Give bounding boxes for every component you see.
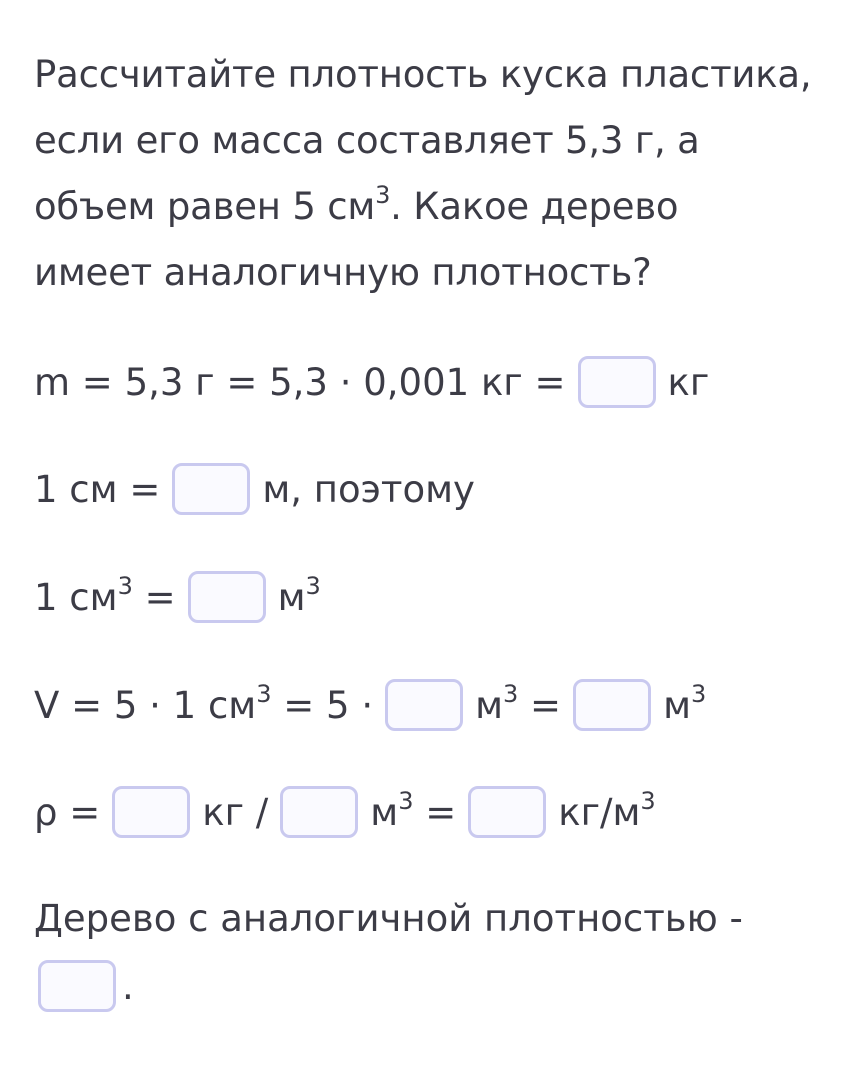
- volume-unit: [663, 679, 707, 727]
- volume-mid-unit-superscript: 3: [503, 679, 519, 708]
- cm3-expression-base: 1 см: [34, 575, 118, 619]
- volume-expression-superscript: 3: [256, 679, 272, 708]
- density-m3-unit: [370, 786, 457, 834]
- cm3-row: [34, 567, 321, 627]
- volume-mid-unit-base: м: [475, 683, 504, 727]
- wood-answer-input[interactable]: [38, 960, 116, 1012]
- volume-m3-factor-input[interactable]: [385, 679, 463, 731]
- cm-unit: м, поэтому: [262, 467, 475, 511]
- question-line-3-superscript: 3: [375, 181, 391, 209]
- question-line-3-start: объем равен 5 см: [34, 185, 376, 228]
- volume-unit-superscript: 3: [690, 679, 707, 708]
- density-result-unit-superscript: 3: [640, 786, 656, 815]
- cm3-unit: [277, 571, 321, 619]
- question-line-3-end: . Какое дерево: [390, 185, 679, 228]
- volume-expression-start: V = 5 · 1 см: [34, 683, 257, 727]
- cm-row: [34, 459, 475, 519]
- cm3-expression-superscript: 3: [117, 571, 133, 600]
- density-result-input[interactable]: [468, 786, 546, 838]
- volume-expression-end: = 5 ·: [271, 683, 374, 727]
- volume-row: [34, 675, 706, 735]
- wood-answer-row: [34, 956, 134, 1016]
- density-result-unit-base: кг/м: [558, 790, 641, 834]
- density-mass-input[interactable]: [112, 786, 190, 838]
- cm3-unit-superscript: 3: [305, 571, 321, 600]
- volume-unit-base: м: [663, 683, 691, 727]
- mass-row: [34, 352, 709, 412]
- mass-kg-input[interactable]: [578, 356, 656, 408]
- wood-answer-period: .: [122, 964, 134, 1008]
- density-row: [34, 782, 656, 842]
- question-text: [34, 42, 844, 306]
- density-equals: =: [413, 790, 457, 834]
- density-m3-unit-superscript: 3: [398, 786, 414, 815]
- density-kg-separator: кг /: [202, 790, 269, 834]
- volume-mid-equals: =: [518, 683, 562, 727]
- volume-result-input[interactable]: [573, 679, 651, 731]
- cm-expression: 1 см =: [34, 467, 161, 511]
- question-line-4: имеет аналогичную плотность?: [34, 251, 652, 294]
- volume-mid-unit: [475, 679, 562, 727]
- density-expression: ρ =: [34, 790, 101, 834]
- density-volume-input[interactable]: [280, 786, 358, 838]
- cm3-expression: [34, 571, 176, 619]
- cm3-to-m3-input[interactable]: [188, 571, 266, 623]
- question-line-3: [34, 174, 844, 240]
- question-line-1: Рассчитайте плотность куска пластика,: [34, 53, 812, 96]
- wood-question-text: Дерево с аналогичной плотностью -: [34, 897, 743, 940]
- cm-to-m-input[interactable]: [172, 463, 250, 515]
- cm3-expression-equals: =: [132, 575, 176, 619]
- question-line-2: если его масса составляет 5,3 г, а: [34, 119, 700, 162]
- cm3-unit-base: м: [277, 575, 306, 619]
- density-result-unit: [558, 786, 656, 834]
- density-m3-unit-base: м: [370, 790, 399, 834]
- mass-unit: кг: [667, 360, 710, 404]
- volume-expression: [34, 679, 374, 727]
- mass-expression: m = 5,3 г = 5,3 · 0,001 кг =: [34, 360, 566, 404]
